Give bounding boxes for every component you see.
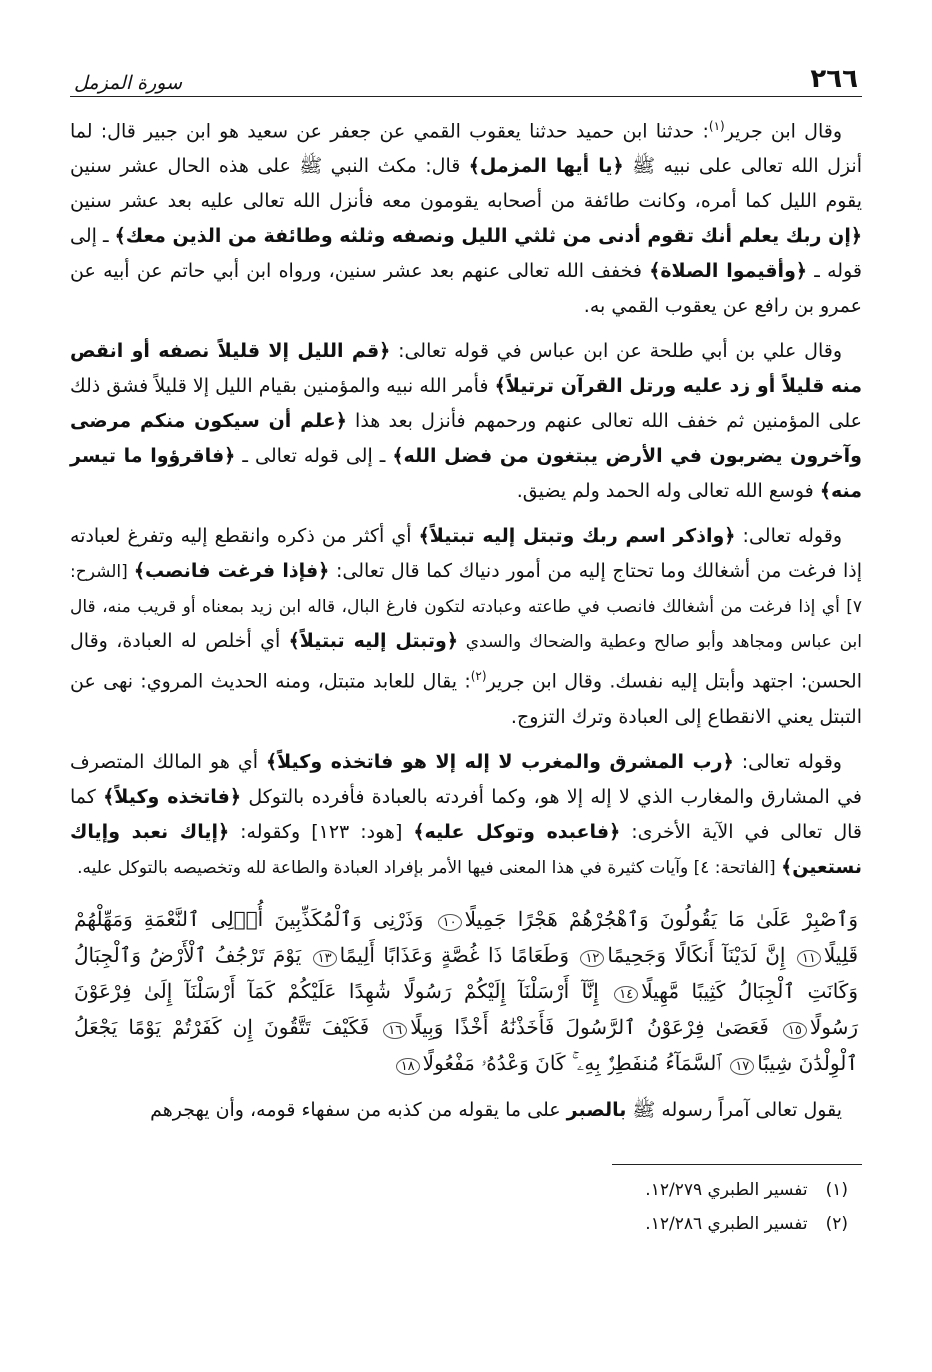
footnote-1: [70, 1173, 862, 1207]
text: أي أخلص له العبادة، وقال الحسن: اجتهد وأبتل إليه نفسك. وقال ابن جرير: [70, 630, 862, 693]
paragraph-3: [70, 519, 862, 734]
ayah-number: ١٥: [783, 1022, 807, 1039]
page-number: ٢٦٦: [810, 64, 858, 94]
ayah-number: ١٣: [313, 950, 337, 967]
text: وقوله تعالى:: [735, 525, 842, 548]
page-body: [70, 109, 862, 1241]
text: أي أكثر من ذكره وانقطع إليه وتفرغ لعبادته إذا فرغت من أشغالك وما تحتاج إليه من أمور دنياك كما قال تعالى:: [70, 525, 862, 583]
book-page: [70, 60, 862, 1350]
footnote-text: تفسير الطبري ١٢/٢٧٩.: [645, 1179, 808, 1200]
quran-verses: [70, 903, 862, 1083]
verse: وَطَعَامًا ذَا غُصَّةٍ وَعَذَابًا أَلِيمًا: [339, 942, 570, 967]
verse-quote: ﴿وأقيموا الصلاة﴾: [649, 260, 808, 283]
ayah-number: ١٨: [396, 1058, 420, 1075]
text: على ما يقوله من كذبه من سفهاء قومه، وأن يهجرهم: [150, 1098, 567, 1121]
text: [الفاتحة: ٤] وآيات كثيرة في هذا المعنى فيها الأمر بإفراد العبادة والطاعة لله وتخصيصه بالتوكل عليه.: [77, 857, 782, 878]
text: يقول تعالى آمراً رسوله ﷺ: [626, 1098, 842, 1121]
text: قال: مكث النبي ﷺ على هذه الحال عشر سنين يقوم الليل كما أمره، وكانت طائفة من أصحابه يقومون معه فأنزل الله تعالى عليه بعد عشر سنين: [70, 155, 862, 213]
verse-quote: ﴿إن ربك يعلم أنك تقوم أدنى من ثلثي الليل ونصفه وثلثه وطائفة من الذين معك﴾: [114, 225, 862, 248]
ayah-number: ١٧: [730, 1058, 754, 1075]
verse: إِنَّآ أَرْسَلْنَآ إِلَيْكُمْ رَسُولًا شَٰهِدًا عَلَيْكُمْ كَمَآ أَرْسَلْنَآ إِلَىٰ فِرْعَوْنَ رَسُولًا: [74, 978, 859, 1039]
text: وقال ابن جرير: [724, 120, 842, 143]
text: ـ إلى قوله ـ: [70, 225, 862, 283]
footnote-number: (٢): [825, 1213, 848, 1234]
paragraph-1: [70, 109, 862, 324]
footnote-text: تفسير الطبري ١٢/٢٨٦.: [645, 1213, 808, 1234]
verse-quote: ﴿فاعبده وتوكل عليه﴾: [413, 820, 621, 843]
verse-quote: ﴿وتبتل إليه تبتيلاً﴾: [288, 630, 458, 653]
paragraph-4: [70, 745, 862, 885]
text: : حدثنا ابن حميد حدثنا يعقوب القمي عن جعفر عن سعيد هو ابن جبير قال: لما أنزل الله تعالى على نبيه ﷺ: [70, 120, 862, 178]
text: كما قال تعالى في الآية الأخرى:: [70, 785, 862, 843]
verse: ٱلسَّمَآءُ مُنفَطِرٌۢ بِهِۦ ۚ كَانَ وَعْدُهُۥ مَفْعُولًا: [422, 1050, 721, 1075]
sura-title: سورة المزمل: [74, 72, 183, 94]
ayah-number: ١٠: [438, 914, 462, 931]
text: [الشرح: ٧] أي إذا فرغت من أشغالك فانصب في طاعته وعبادته لتكون فارغ البال، قاله ابن زيد بمعناه أو قريب منه، قال ابن عباس ومجاهد وأبو صالح وعطية والضحاك والسدي: [70, 562, 862, 653]
footnote-divider: [612, 1164, 862, 1165]
ayah-number: ١٢: [580, 950, 604, 967]
text: وقال علي بن أبي طلحة عن ابن عباس في قوله تعالى:: [390, 340, 842, 363]
text: ـ إلى قوله تعالى ـ: [235, 445, 393, 468]
verse: فَكَيْفَ تَتَّقُونَ إِن كَفَرْتُمْ يَوْمًا يَجْعَلُ ٱلْوِلْدَٰنَ شِيبًا: [74, 1014, 858, 1075]
verse: فَعَصَىٰ فِرْعَوْنُ ٱلرَّسُولَ فَأَخَذْنَٰهُ أَخْذًا وَبِيلًا: [410, 1014, 769, 1039]
footnote-ref: (١): [708, 119, 725, 133]
text: وقوله تعالى:: [733, 750, 842, 773]
page-header: [70, 60, 862, 97]
footnote-ref: (٢): [470, 669, 487, 684]
bold-text: بالصبر: [566, 1098, 627, 1121]
verse-quote: ﴿علم أن سيكون منكم مرضى وآخرون يضربون في الأرض يبتغون من فضل الله﴾: [70, 410, 862, 468]
text: فأمر الله نبيه والمؤمنين بقيام الليل إلا قليلاً فشق ذلك على المؤمنين ثم خفف الله تعالى عنهم ورحمهم فأنزل بعد هذا: [70, 375, 862, 433]
footnote-number: (١): [825, 1179, 848, 1200]
paragraph-2: [70, 334, 862, 509]
verse-quote: ﴿فإذا فرغت فانصب﴾: [133, 560, 330, 583]
verse-quote: ﴿رب المشرق والمغرب لا إله إلا هو فاتخذه وكيلاً﴾: [265, 750, 734, 773]
footnote-2: [70, 1207, 862, 1241]
text: [هود: ١٢٣] وكقوله:: [229, 820, 414, 843]
verse-quote: ﴿فاتخذه وكيلاً﴾: [103, 785, 242, 808]
ayah-number: ١٦: [383, 1022, 407, 1039]
ayah-number: ١٤: [614, 986, 638, 1003]
verse-quote: ﴿واذكر اسم ربك وتبتل إليه تبتيلاً﴾: [418, 525, 736, 548]
ayah-number: ١١: [797, 950, 821, 967]
text: أي هو المالك المتصرف في المشارق والمغارب الذي لا إله إلا هو، وكما أفردته بالعبادة فأفرده بالتوكل: [70, 750, 862, 808]
verse-quote: ﴿قم الليل إلا قليلاً نصفه أو انقص منه قليلاً أو زد عليه ورتل القرآن ترتيلاً﴾: [70, 340, 862, 398]
text: فوسع الله تعالى وله الحمد ولم يضيق.: [516, 480, 820, 503]
verse: وَذَرْنِى وَٱلْمُكَذِّبِينَ أُو۟لِى ٱلنَّعْمَةِ وَمَهِّلْهُمْ قَلِيلًا: [74, 906, 859, 967]
verse-quote: ﴿إياك نعبد وإياك نستعين﴾: [70, 820, 862, 878]
verse: يَوْمَ تَرْجُفُ ٱلْأَرْضُ وَٱلْجِبَالُ وَكَانَتِ ٱلْجِبَالُ كَثِيبًا مَّهِيلًا: [74, 942, 858, 1003]
paragraph-5: [70, 1093, 862, 1128]
verse: إِنَّ لَدَيْنَآ أَنكَالًا وَجَحِيمًا: [607, 942, 786, 967]
text: فخفف الله تعالى عنهم بعد عشر سنين، ورواه ابن أبي حاتم عن أبيه عن عمرو بن رافع عن يعقوب القمي به.: [70, 260, 862, 318]
text: : يقال للعابد متبتل، ومنه الحديث المروي: نهى عن التبتل يعني الانقطاع إلى العبادة وترك التزوج.: [70, 670, 862, 728]
verse-quote: ﴿يا أيها المزمل﴾: [468, 155, 624, 178]
verse: وَٱصْبِرْ عَلَىٰ مَا يَقُولُونَ وَٱهْجُرْهُمْ هَجْرًا جَمِيلًا: [464, 906, 859, 931]
verse-quote: ﴿فاقرؤوا ما تيسر منه﴾: [70, 445, 862, 503]
